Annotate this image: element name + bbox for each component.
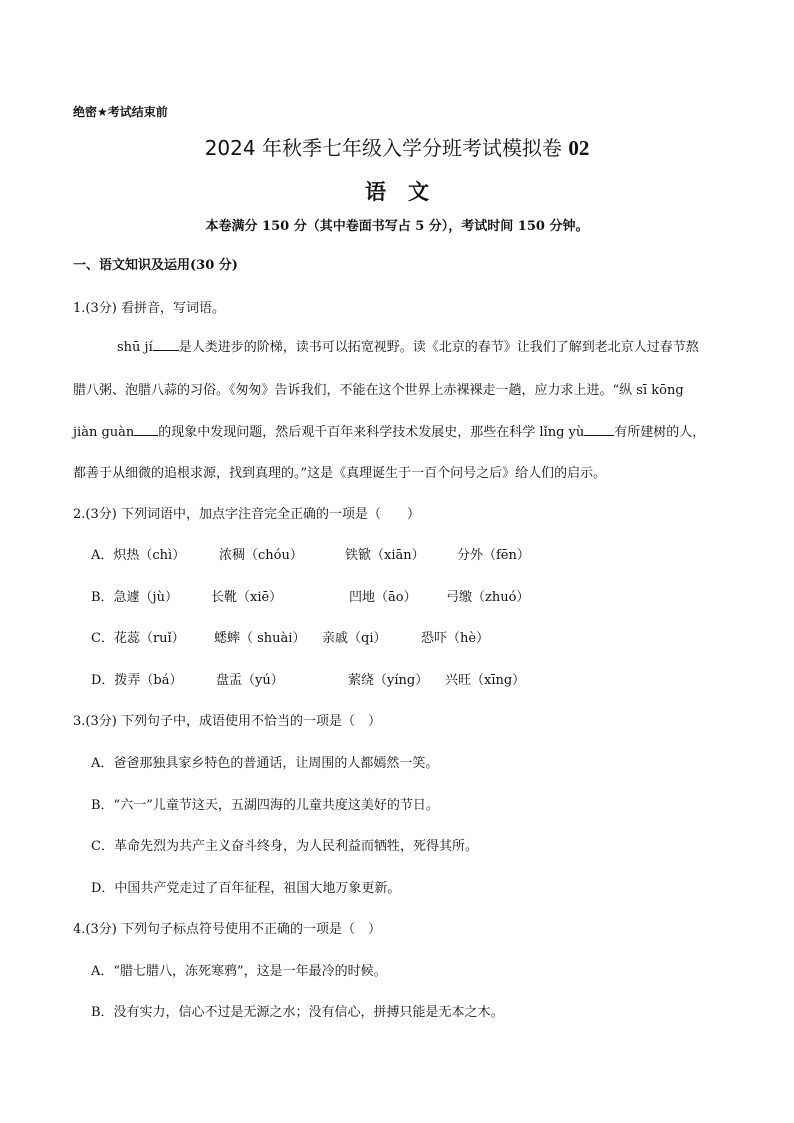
option-word: 凹地（āo） [349,590,417,605]
question-3-option-d[interactable]: D．中国共产党走过了百年征程，祖国大地万象更新。 [91,881,401,896]
answer-blank[interactable] [134,423,158,436]
q1-text: 有所建树的人， [614,425,706,440]
option-word: 分外（fēn） [457,548,530,563]
option-word: B．急遽（jù） [91,590,178,605]
question-1-stem: 1.(3分) 看拼音，写词语。 [73,301,225,316]
option-word: 长靴（xiē） [211,590,283,605]
pinyin-jianguan: jiàn guàn [73,425,135,440]
question-3-option-c[interactable]: C．革命先烈为共产主义奋斗终身，为人民利益而牺牲，死得其所。 [91,839,478,854]
question-4-stem: 4.(3分) 下列句子标点符号使用不正确的一项是（ ） [73,922,381,937]
option-word: 萦绕（yíng） [348,673,429,688]
option-word: 兴旺（xīng） [445,673,526,688]
question-4-option-a[interactable]: A．“腊七腊八，冻死寒鸦”，这是一年最冷的时候。 [91,964,387,979]
q1-text: 是人类进步的阶梯，读书可以拓宽视野。读《北京的春节》让我们了解到老北京人过春节熬 [178,340,699,355]
exam-notice: 本卷满分 150 分（其中卷面书写占 5 分），考试时间 150 分钟。 [205,219,589,234]
question-3-stem: 3.(3分) 下列句子中，成语使用不恰当的一项是（ ） [73,714,381,729]
question-1-line-3 [73,421,723,440]
question-2-stem: 2.(3分) 下列词语中，加点字注音完全正确的一项是（ ） [73,507,420,522]
q1-text: 的现象中发现问题，然后观千百年来科学技术发展史，那些在科学 lǐng yù [158,425,585,440]
option-word: 亲戚（qi） [322,631,387,646]
question-4-option-b[interactable]: B．没有实力，信心不过是无源之水；没有信心，拼搏只能是无本之木。 [91,1005,504,1020]
pinyin-shuji: shū jí [117,340,153,355]
exam-title [0,132,794,161]
question-3-option-b[interactable]: B．“六一”儿童节这天，五湖四海的儿童共度这美好的节日。 [91,798,439,813]
option-word: 蟋蟀（ shuài） [214,631,306,646]
question-1-line-1 [117,336,767,355]
question-3-option-a[interactable]: A．爸爸那独具家乡特色的普通话，让周围的人都嫣然一笑。 [91,756,439,771]
option-word: C．花蕊（ruǐ） [91,631,185,646]
option-word: A．炽热（chì） [91,548,186,563]
subject-heading: 语文 [365,179,451,204]
option-word: 浓稠（chóu） [219,548,303,563]
question-1-line-4: 都善于从细微的追根求源，找到真理的。”这是《真理诞生于一百个问号之后》给人们的启示。 [73,466,607,481]
secret-label: 绝密★考试结束前 [73,105,168,119]
question-1-line-2: 腊八粥、泡腊八蒜的习俗。《匆匆》告诉我们，不能在这个世界上赤裸裸走一趟，应力求上进。“纵 sī kōng [73,383,684,398]
exam-title-main: 2024 年秋季七年级入学分班考试模拟卷 [204,136,562,160]
option-word: 盘盂（yú） [216,673,284,688]
option-word: 弓缴（zhuó） [446,590,530,605]
answer-blank[interactable] [153,338,179,351]
section-heading: 一、语文知识及运用(30 分) [73,258,238,273]
exam-title-number: 02 [568,136,590,160]
option-word: D．拨弄（bá） [91,673,183,688]
option-word: 恐吓（hè） [421,631,490,646]
answer-blank[interactable] [584,423,614,436]
option-word: 铁锨（xiān） [345,548,425,563]
